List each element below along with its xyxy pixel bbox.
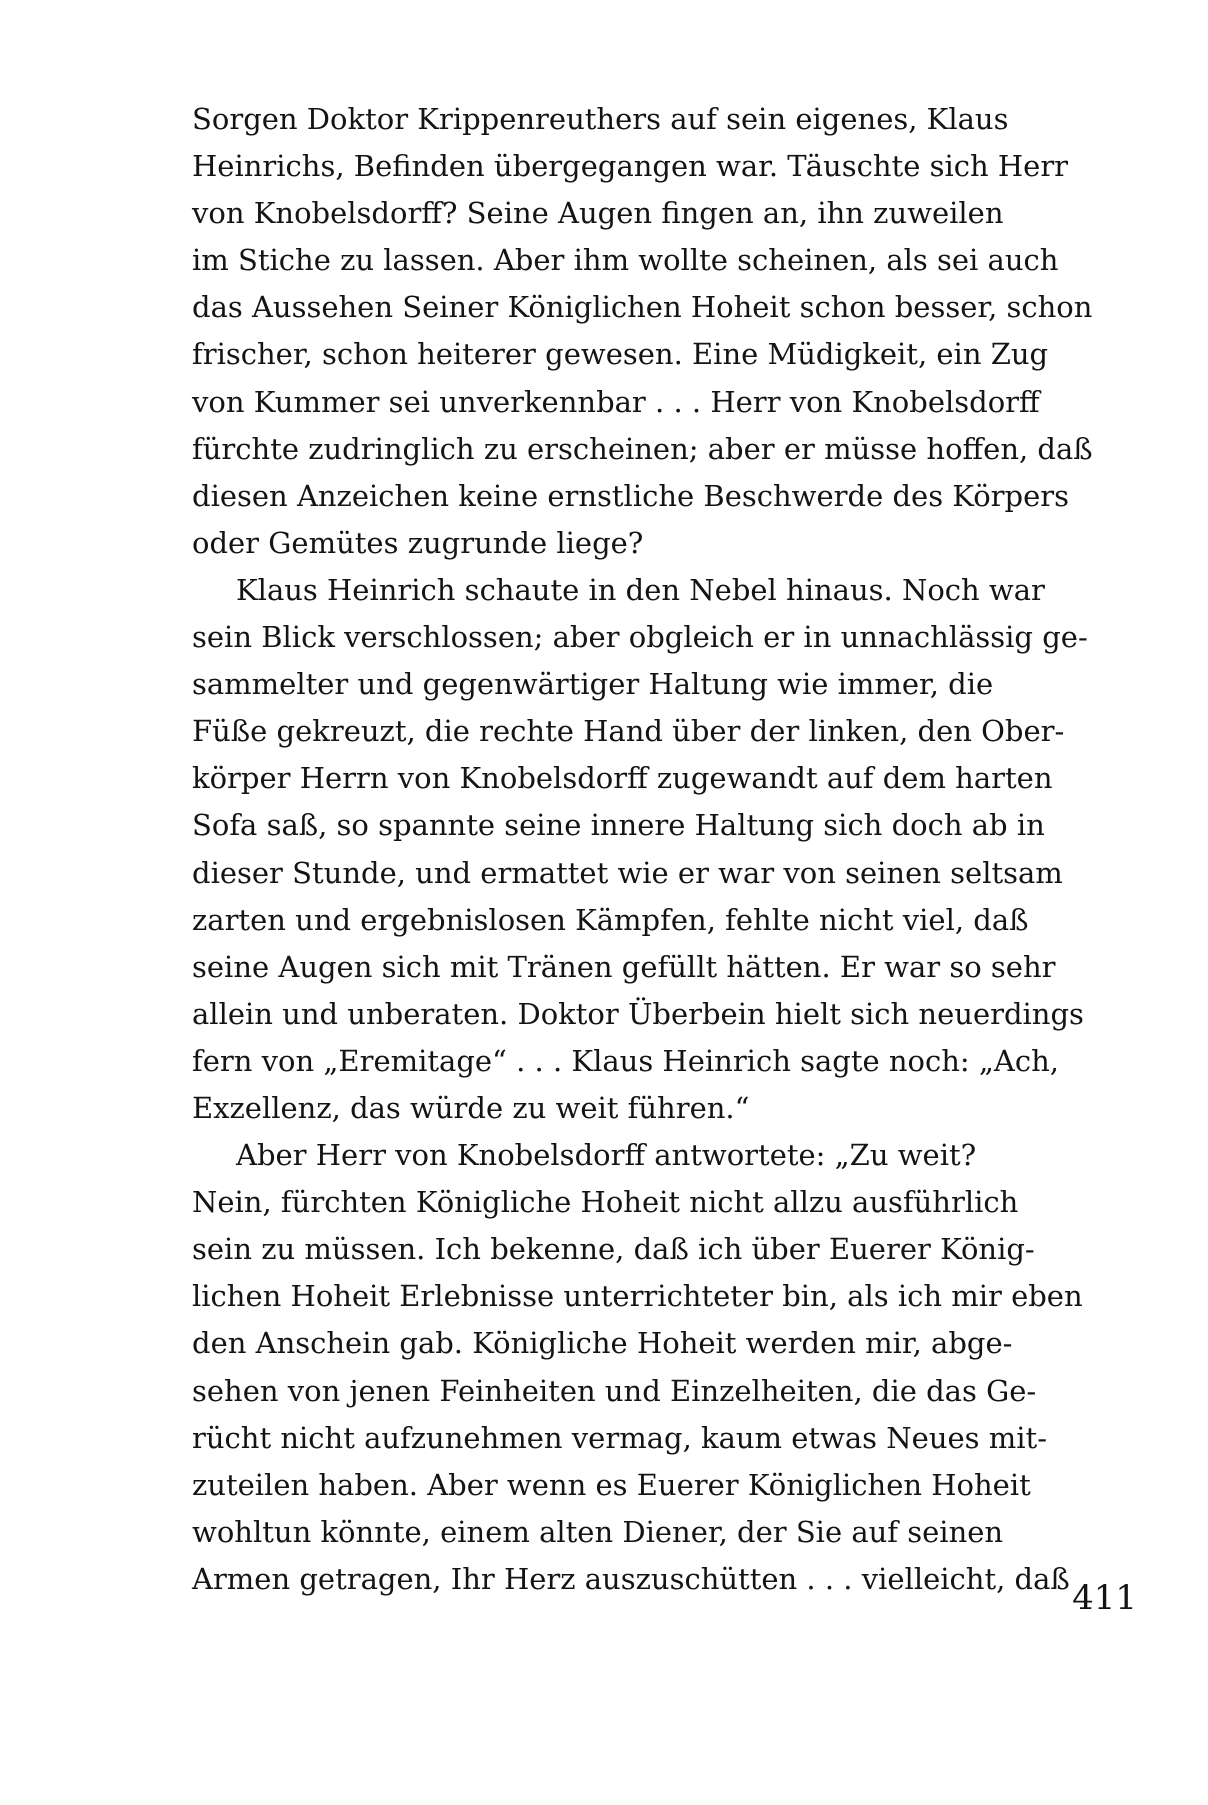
text-line: fern von „Eremitage“ . . . Klaus Heinrich sagte noch: „Ach, [192,1043,1060,1078]
text-line: von Kummer sei unverkennbar . . . Herr von Knobelsdorff [192,384,1040,419]
text-line: sammelter und gegenwärtiger Haltung wie immer, die [192,667,994,702]
text-line: sein zu müssen. Ich bekenne, daß ich über Euerer König- [192,1232,1035,1267]
text-line: sehen von jenen Feinheiten und Einzelheiten, die das Ge- [192,1373,1037,1408]
text-line: den Anschein gab. Königliche Hoheit werden mir, abge- [192,1326,1013,1361]
text-line: seine Augen sich mit Tränen gefüllt hätten. Er war so sehr [192,949,1056,984]
text-line: lichen Hoheit Erlebnisse unterrichteter bin, als ich mir eben [192,1279,1083,1314]
body-text [192,96,1132,1603]
text-line: frischer, schon heiterer gewesen. Eine Müdigkeit, ein Zug [192,337,1049,372]
text-line: Füße gekreuzt, die rechte Hand über der linken, den Ober- [192,714,1065,749]
text-line: das Aussehen Seiner Königlichen Hoheit schon besser, schon [192,290,1093,325]
text-line: Exzellenz, das würde zu weit führen.“ [192,1090,750,1125]
text-line: oder Gemütes zugrunde liege? [192,525,644,560]
text-line: zarten und ergebnislosen Kämpfen, fehlte nicht viel, daß [192,902,1029,937]
text-line: zuteilen haben. Aber wenn es Euerer Königlichen Hoheit [192,1467,1031,1502]
text-line: Sorgen Doktor Krippenreuthers auf sein eigenes, Klaus [192,102,1009,136]
text-line: Heinrichs, Befinden übergegangen war. Täuschte sich Herr [192,149,1069,184]
text-line: Armen getragen, Ihr Herz auszuschütten . . . vielleicht, daß [192,1561,1070,1596]
page-number: 411 [1072,1578,1137,1618]
text-line: rücht nicht aufzunehmen vermag, kaum etwas Neues mit- [192,1420,1047,1455]
text-line: wohltun könnte, einem alten Diener, der Sie auf seinen [192,1514,1004,1549]
text-line: diesen Anzeichen keine ernstliche Beschwerde des Körpers [192,478,1069,513]
text-line: Klaus Heinrich schaute in den Nebel hinaus. Noch war [236,572,1045,607]
text-line: Aber Herr von Knobelsdorff antwortete: „Zu weit? [236,1138,977,1173]
text-line: von Knobelsdorff? Seine Augen fingen an, ihn zuweilen [192,196,1004,231]
text-line: Sofa saß, so spannte seine innere Haltung sich doch ab in [192,808,1045,843]
text-line: fürchte zudringlich zu erscheinen; aber er müsse hoffen, daß [192,431,1093,466]
text-line: im Stiche zu lassen. Aber ihm wollte scheinen, als sei auch [192,243,1059,278]
text-line: körper Herrn von Knobelsdorff zugewandt auf dem harten [192,761,1053,796]
text-line: dieser Stunde, und ermattet wie er war von seinen seltsam [192,855,1063,890]
text-line: sein Blick verschlossen; aber obgleich er in unnachlässig ge- [192,620,1088,655]
text-line: allein und unberaten. Doktor Überbein hielt sich neuerdings [192,996,1084,1031]
text-line: Nein, fürchten Königliche Hoheit nicht allzu ausführlich [192,1185,1019,1220]
